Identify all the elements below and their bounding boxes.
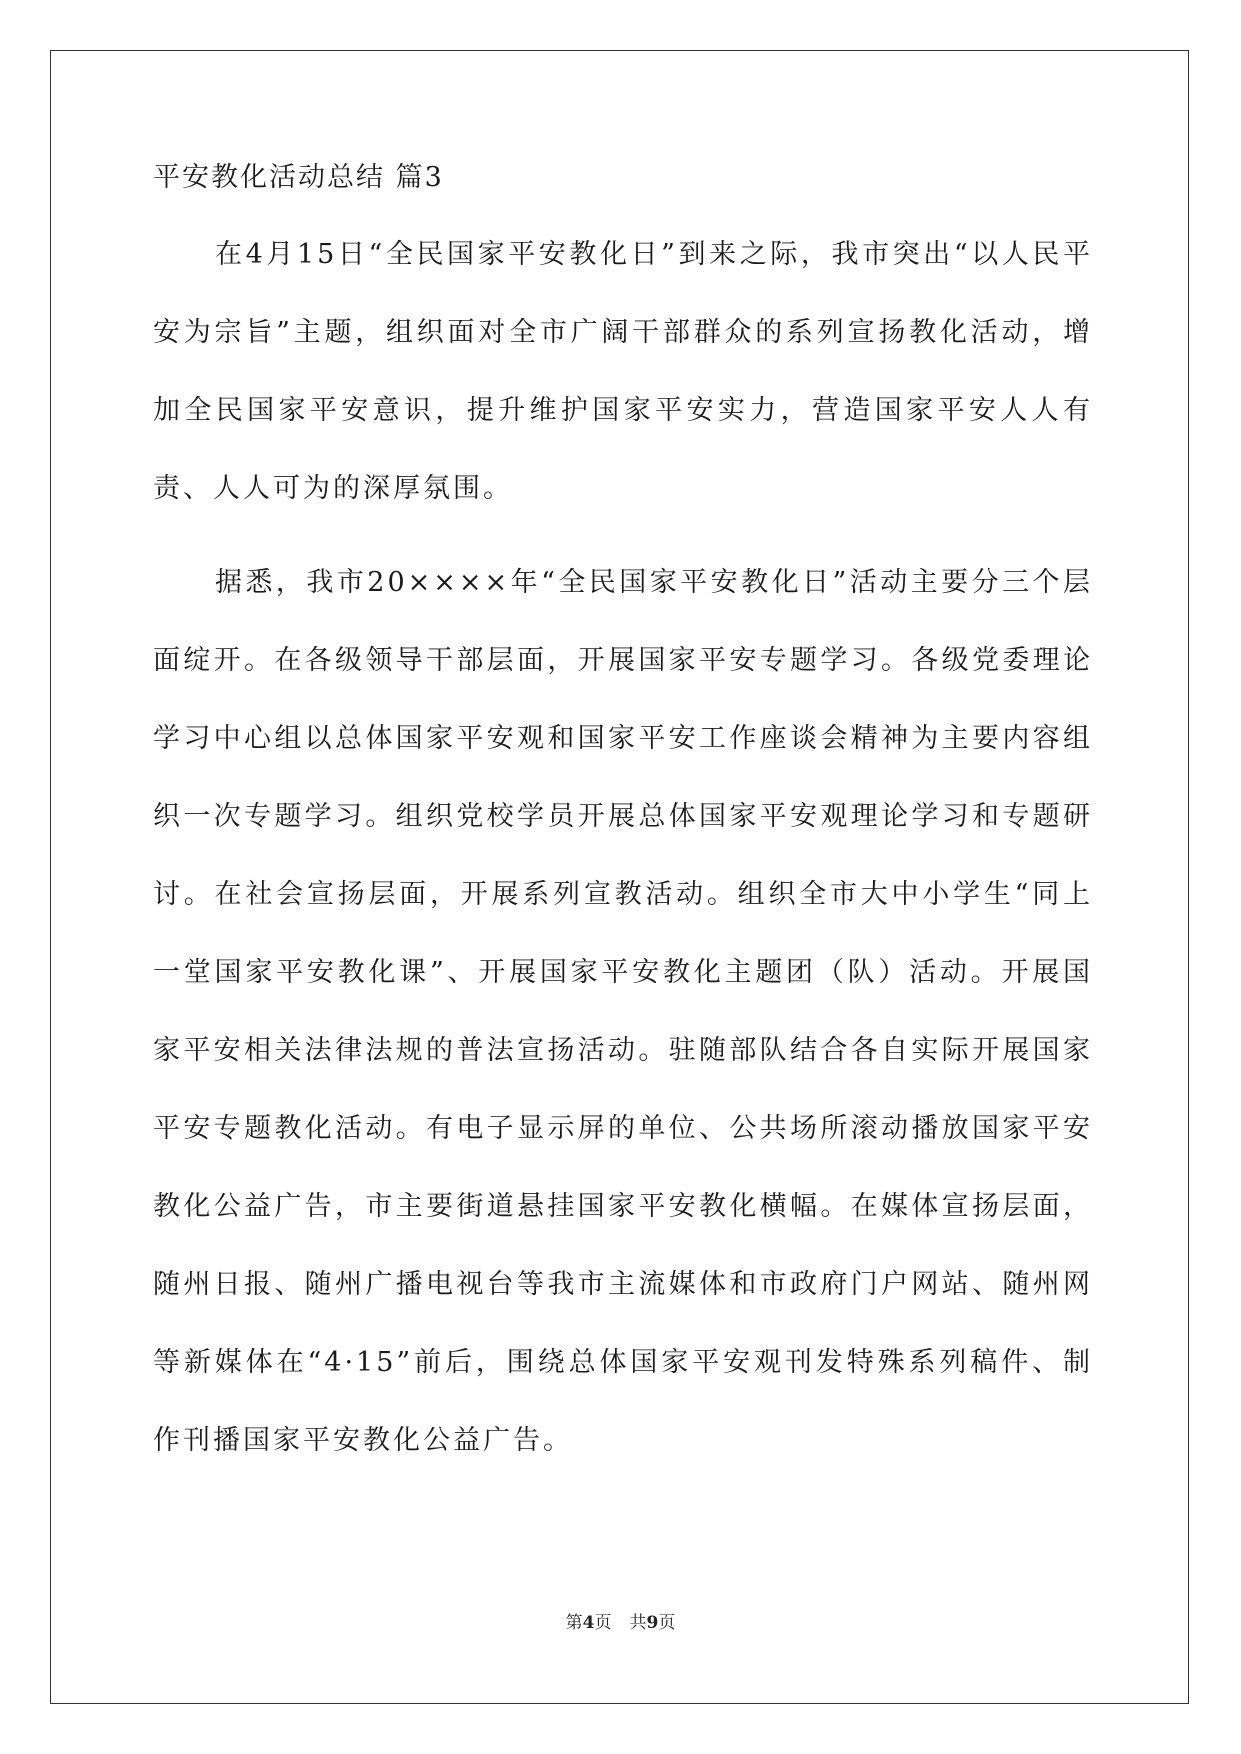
page-current: 4 bbox=[582, 1613, 595, 1633]
paragraph-details: 据悉，我市20××××年“全民国家平安教化日”活动主要分三个层面绽开。在各级领导干部层面，开展国家平安专题学习。各级党委理论学习中心组以总体国家平安观和国家平安工作座谈会精神为主要内容组织一次专题学习。组织党校学员开展总体国家平安观理论学习和专题研讨。在社会宣扬层面，开展系列宣教活动。组织全市大中小学生“同上一堂国家平安教化课”、开展国家平安教化主题团（队）活动。开展国家平安相关法律法规的普法宣扬活动。驻随部队结合各自实际开展国家平安专题教化活动。有电子显示屏的单位、公共场所滚动播放国家平安教化公益广告，市主要街道悬挂国家平安教化横幅。在媒体宣扬层面，随州日报、随州广播电视台等我市主流媒体和市政府门户网站、随州网等新媒体在“4·15”前后，围绕总体国家平安观刊发特殊系列稿件、制作刊播国家平安教化公益广告。 bbox=[153, 567, 1093, 1456]
section-heading: 平安教化活动总结 篇3 bbox=[153, 162, 444, 193]
paragraph-intro: 在4月15日“全民国家平安教化日”到来之际，我市突出“以人民平安为宗旨”主题，组织面对全市广阔干部群众的系列宣扬教化活动，增加全民国家平安意识，提升维护国家平安实力，营造国家平安人人有责、人人可为的深厚氛围。 bbox=[153, 239, 1093, 504]
document-body bbox=[153, 160, 1093, 1480]
page-total: 9 bbox=[646, 1613, 659, 1633]
page-prefix: 第 bbox=[565, 1613, 583, 1633]
total-prefix: 共 bbox=[629, 1613, 647, 1633]
page-footer bbox=[0, 1608, 1241, 1633]
page-suffix: 页 bbox=[594, 1613, 612, 1633]
total-suffix: 页 bbox=[658, 1613, 676, 1633]
